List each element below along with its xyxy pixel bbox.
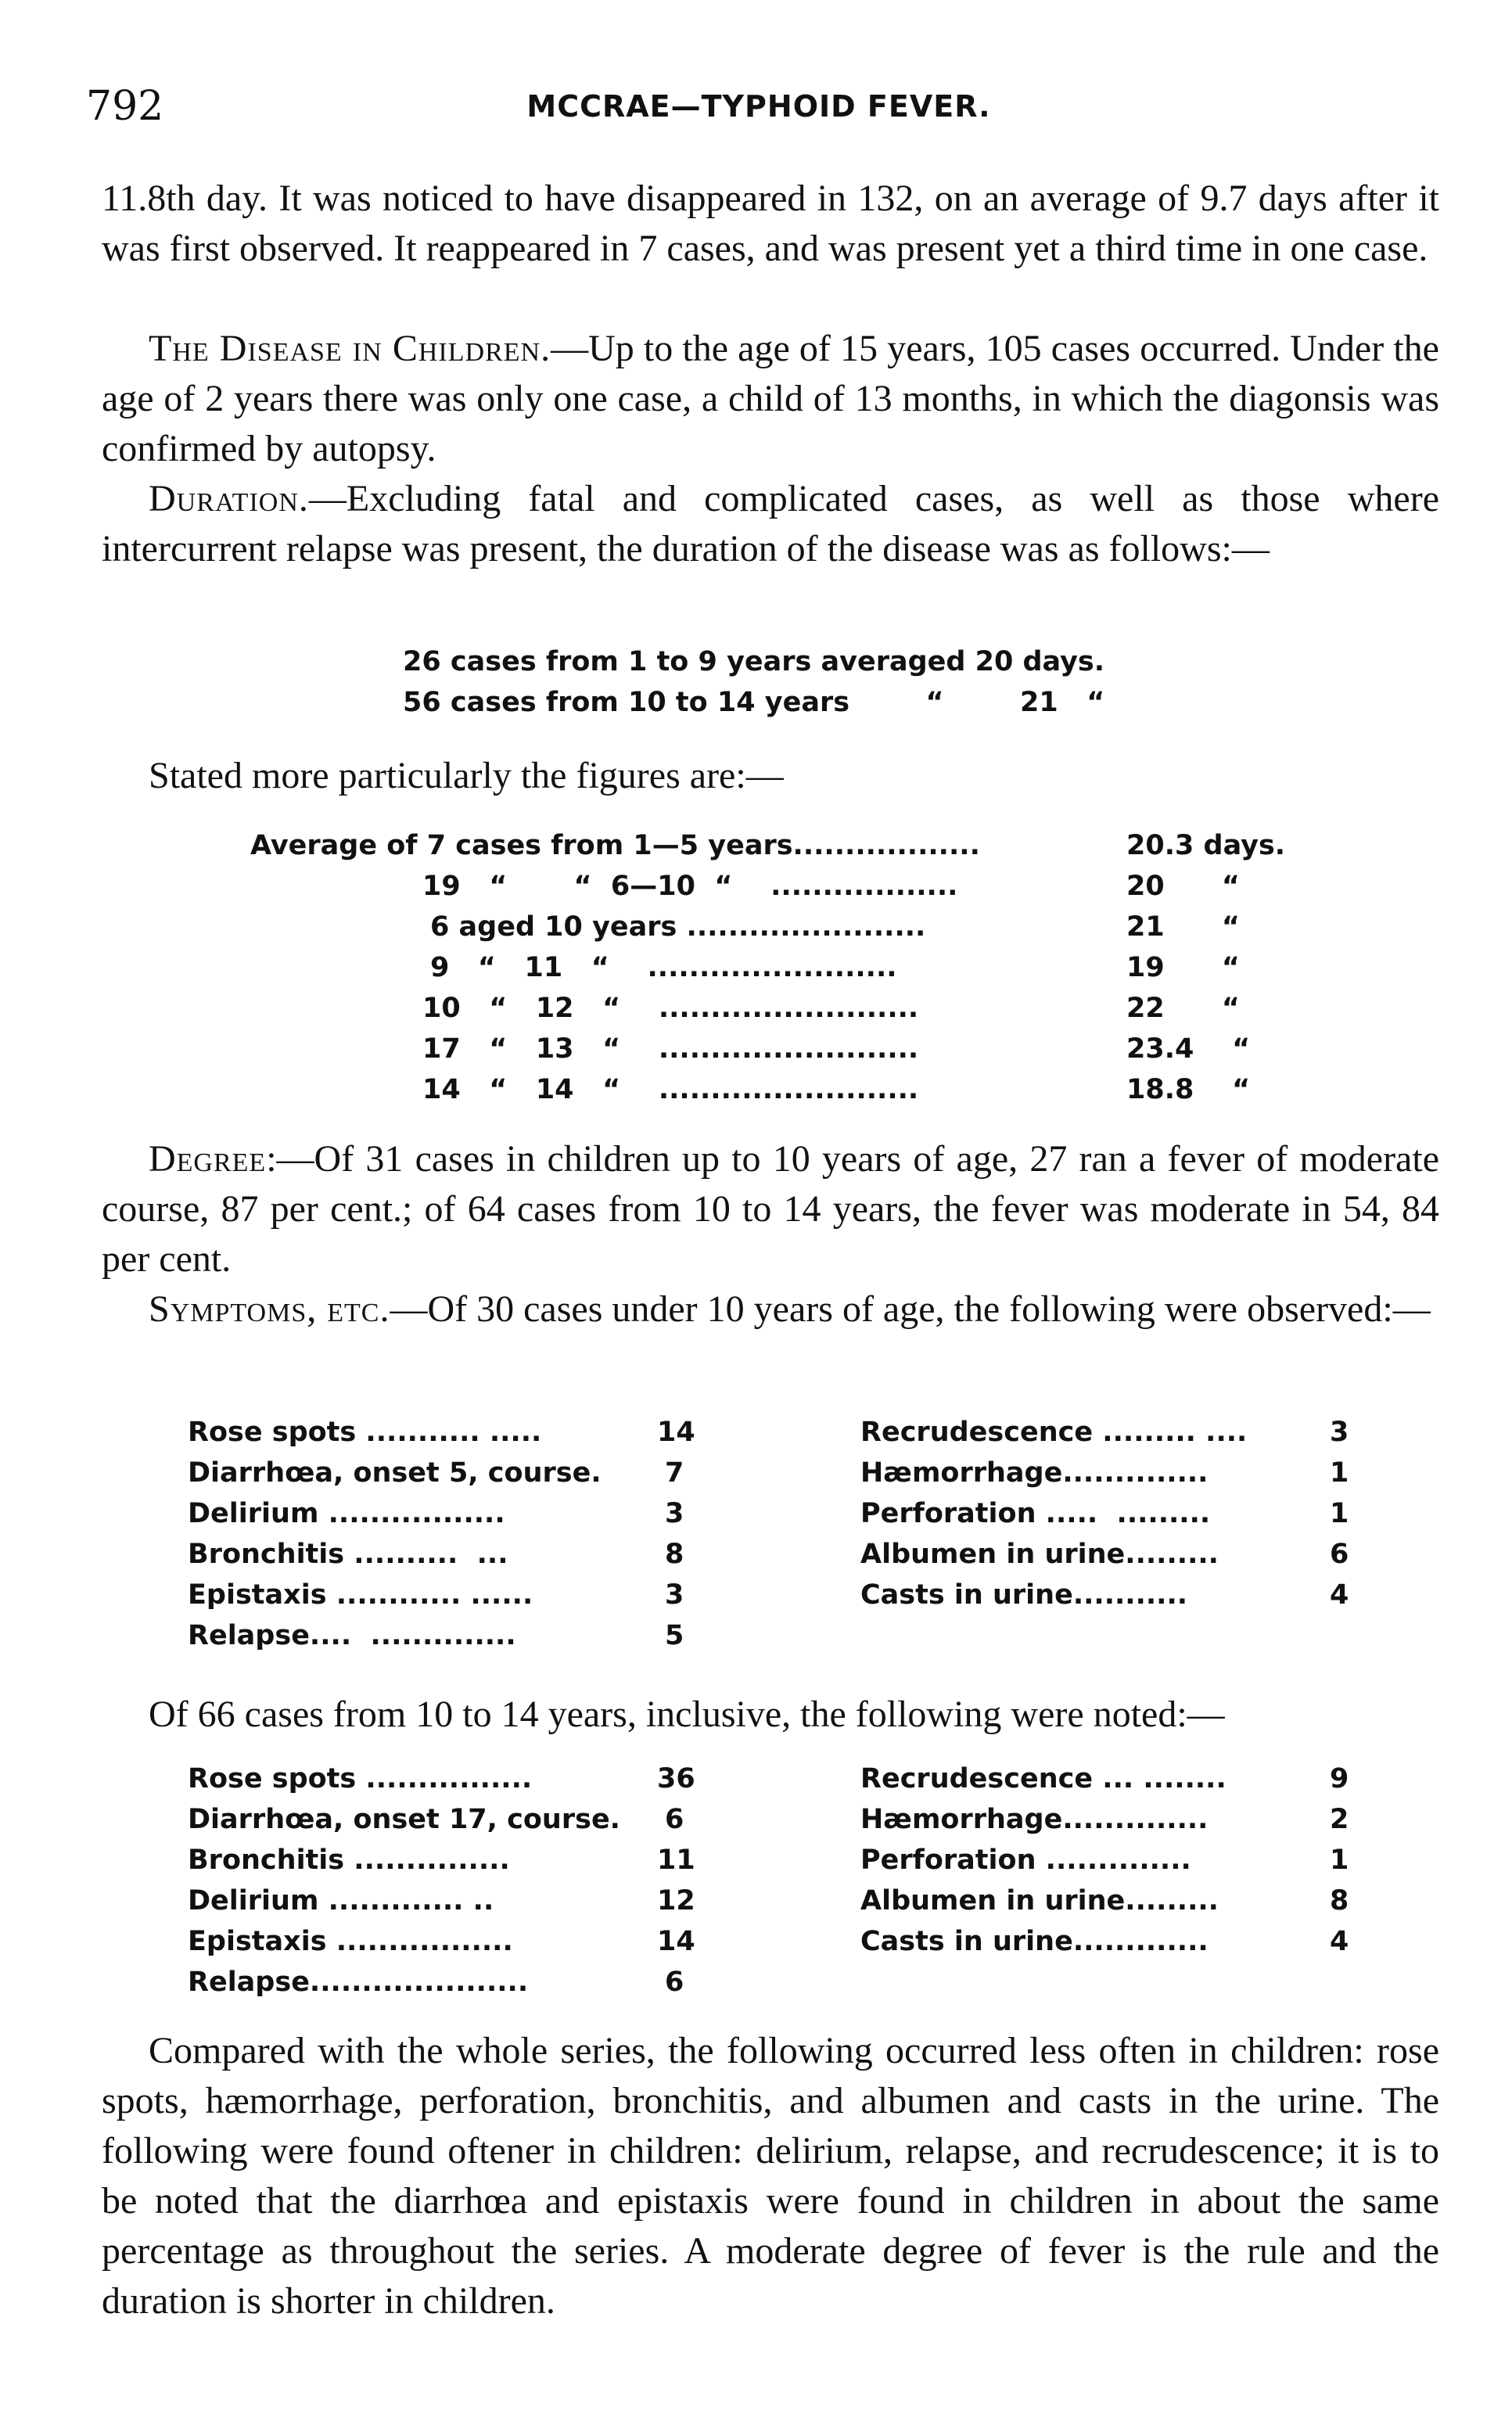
symptom-count: 8: [1330, 1885, 1349, 1917]
running-header: [86, 83, 1431, 138]
table-row: [188, 1840, 1377, 1881]
row-value: 18.8 “: [1126, 1074, 1251, 1105]
symptom-count: 12: [657, 1885, 695, 1917]
symptoms-10-to-14-table: [188, 1758, 1377, 2003]
symptom-count: 4: [1330, 1926, 1349, 1957]
symptoms-under-10-table: [188, 1412, 1377, 1656]
symptom-count: 36: [657, 1763, 695, 1794]
symptom-label: Hæmorrhage..............: [860, 1457, 1209, 1489]
paragraph-66-cases: Of 66 cases from 10 to 14 years, inclusive, the following were noted:—: [149, 1694, 1225, 1735]
section-heading-symptoms: Symptoms, etc.: [149, 1288, 390, 1330]
row-label: 19 “ “ 6—10 “ ..................: [422, 871, 958, 902]
symptom-count: 3: [665, 1498, 684, 1529]
table-row: [188, 1615, 1377, 1656]
paragraph-text: :—Of 31 cases in children up to 10 years of age, 27 ran a fever of moderate course, 87 per cent.; of 64 cases from 10 to 14 years, the fever was moderate in 54, 84 per cent.: [102, 1138, 1439, 1280]
symptom-label: Hæmorrhage..............: [860, 1804, 1209, 1835]
paragraph-duration: [102, 474, 1439, 574]
symptom-label: Albumen in urine.........: [860, 1539, 1219, 1570]
row-value: 19 “: [1126, 952, 1240, 983]
symptom-label: Albumen in urine.........: [860, 1885, 1219, 1917]
symptom-count: 1: [1330, 1845, 1349, 1876]
table-row: [188, 1962, 1377, 2003]
symptom-count: 4: [1330, 1579, 1349, 1611]
table-row: [250, 988, 1314, 1029]
symptom-label: Relapse.....................: [188, 1967, 529, 1998]
page-number: 792: [86, 83, 164, 130]
table-row: [188, 1799, 1377, 1840]
symptom-count: 7: [665, 1457, 684, 1489]
paragraph-stated: Stated more particularly the figures are:—: [149, 755, 784, 796]
symptom-count: 9: [1330, 1763, 1349, 1794]
symptom-label: Rose spots ........... .....: [188, 1417, 542, 1448]
table-row: [250, 907, 1314, 947]
table-row: [188, 1575, 1377, 1615]
row-value: 20.3 days.: [1126, 830, 1286, 861]
row-label: 14 “ 14 “ .........................: [422, 1074, 919, 1105]
symptom-count: 6: [665, 1804, 684, 1835]
paragraph-text: —Excluding fatal and complicated cases, as well as those where intercurrent relapse was present, the duration of the disease was as follows:—: [102, 478, 1439, 569]
table-row: [188, 1758, 1377, 1799]
row-label: 6 aged 10 years .......................: [430, 911, 926, 943]
section-heading-degree: Degree: [149, 1138, 267, 1180]
row-label: 10 “ 12 “ .........................: [422, 993, 919, 1024]
paragraph-continuation: 11.8th day. It was noticed to have disappeared in 132, on an average of 9.7 days after it was first observed. It reappeared in 7 cases, and was present yet a third time in one case.: [102, 178, 1439, 269]
duration-table: [403, 641, 1185, 723]
symptom-label: Delirium ............. ..: [188, 1885, 494, 1917]
row-label: 17 “ 13 “ .........................: [422, 1033, 919, 1065]
table-row: [250, 1029, 1314, 1069]
symptom-count: 3: [1330, 1417, 1349, 1448]
row-value: 23.4 “: [1126, 1033, 1251, 1065]
paragraph-symptoms: [102, 1284, 1439, 1335]
symptom-label: Recrudescence ... ........: [860, 1763, 1226, 1794]
symptom-count: 5: [665, 1620, 684, 1651]
paragraph-disease-in-children: [102, 324, 1439, 474]
row-label: Average of 7 cases from 1—5 years..................: [250, 830, 980, 861]
symptom-label: Recrudescence ......... ....: [860, 1417, 1248, 1448]
table-row: [250, 1069, 1314, 1110]
symptom-label: Perforation ..... .........: [860, 1498, 1211, 1529]
symptom-label: Epistaxis ............ ......: [188, 1579, 533, 1611]
symptom-label: Bronchitis .......... ...: [188, 1539, 508, 1570]
symptom-label: Casts in urine.............: [860, 1926, 1209, 1957]
paragraph-degree: [102, 1134, 1439, 1284]
paragraph-comparison: Compared with the whole series, the following occurred less often in children: rose spots, hæmorrhage, perforation, bronchitis, and albumen and casts in the urine. The following were found oftener in children: delirium, relapse, and recrudescence; it is to be noted that the diarrhœa and epistaxis were found in children in about the same percentage as throughout the series. A moderate degree of fever is the rule and the duration is shorter in children.: [102, 2030, 1439, 2322]
symptom-label: Epistaxis .................: [188, 1926, 513, 1957]
table-row: [403, 682, 1185, 723]
symptom-count: 3: [665, 1579, 684, 1611]
symptom-label: Diarrhœa, onset 5, course.: [188, 1457, 602, 1489]
table-row: [250, 866, 1314, 907]
row-value: 20 “: [1126, 871, 1240, 902]
table-row: [188, 1921, 1377, 1962]
table-row: [188, 1453, 1377, 1493]
symptom-label: Bronchitis ...............: [188, 1845, 510, 1876]
symptom-label: Perforation ..............: [860, 1845, 1191, 1876]
symptom-count: 2: [1330, 1804, 1349, 1835]
table-row: [188, 1493, 1377, 1534]
paragraph-text: —Of 30 cases under 10 years of age, the following were observed:—: [390, 1288, 1431, 1330]
duration-row-text: 26 cases from 1 to 9 years averaged 20 days.: [403, 646, 1105, 677]
symptom-count: 1: [1330, 1498, 1349, 1529]
table-row: [250, 825, 1314, 866]
section-heading-children: The Disease in Children.: [149, 328, 551, 369]
table-row: [188, 1881, 1377, 1921]
row-value: 22 “: [1126, 993, 1240, 1024]
symptom-label: Rose spots ................: [188, 1763, 533, 1794]
paragraph-text: —Up to the age of 15 years, 105 cases occurred. Under the age of 2 years there was only one case, a child of 13 months, in which the diagonsis was confirmed by autopsy.: [102, 328, 1439, 469]
symptom-label: Delirium .................: [188, 1498, 505, 1529]
symptom-count: 14: [657, 1417, 695, 1448]
symptom-count: 6: [1330, 1539, 1349, 1570]
table-row: [250, 947, 1314, 988]
table-row: [188, 1534, 1377, 1575]
section-heading-duration: Duration.: [149, 478, 309, 519]
running-title: MCCRAE—TYPHOID FEVER.: [526, 89, 991, 124]
average-duration-table: [250, 825, 1314, 1110]
row-value: 21 “: [1126, 911, 1240, 943]
symptom-count: 8: [665, 1539, 684, 1570]
symptom-count: 1: [1330, 1457, 1349, 1489]
symptom-label: Relapse.... ..............: [188, 1620, 516, 1651]
symptom-count: 6: [665, 1967, 684, 1998]
symptom-label: Diarrhœa, onset 17, course.: [188, 1804, 620, 1835]
table-row: [403, 641, 1185, 682]
row-label: 9 “ 11 “ ........................: [430, 952, 897, 983]
duration-row-text: 56 cases from 10 to 14 years “ 21 “: [403, 687, 1105, 718]
symptom-count: 11: [657, 1845, 695, 1876]
symptom-count: 14: [657, 1926, 695, 1957]
table-row: [188, 1412, 1377, 1453]
symptom-label: Casts in urine...........: [860, 1579, 1188, 1611]
